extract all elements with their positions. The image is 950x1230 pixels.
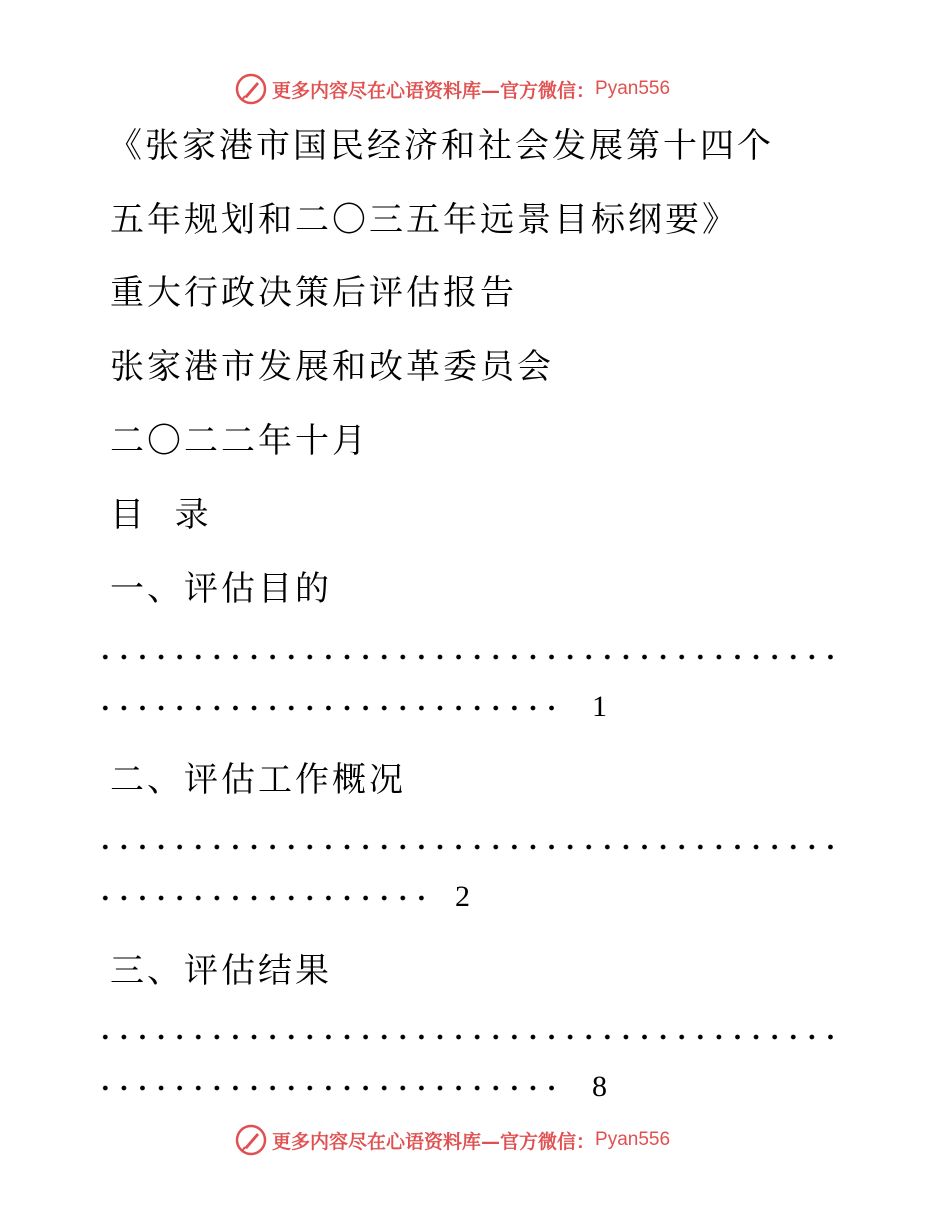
- toc-item-1-page: 1: [592, 690, 607, 723]
- watermark-top: [235, 72, 755, 106]
- watermark-text: 更多内容尽在心语资料库—官方微信：: [272, 79, 596, 102]
- toc-heading: 目 录: [110, 495, 212, 535]
- feather-pen-logo-icon: [235, 1124, 267, 1156]
- toc-item-2-label: 二、评估工作概况: [110, 760, 406, 800]
- report-title-line-3: 重大行政决策后评估报告: [110, 273, 517, 313]
- issuer: 张家港市发展和改革委员会: [110, 347, 554, 387]
- report-title-line-1: 《张家港市国民经济和社会发展第十四个: [108, 126, 774, 166]
- toc-item-3-leader-line-2: [96, 1073, 566, 1103]
- report-title-line-2: 五年规划和二〇三五年远景目标纲要》: [110, 200, 739, 240]
- watermark-text: 更多内容尽在心语资料库—官方微信：: [272, 1130, 596, 1153]
- feather-pen-logo-icon: [235, 73, 267, 105]
- toc-item-2-page: 2: [455, 880, 470, 913]
- toc-item-3-page: 8: [592, 1070, 607, 1103]
- toc-item-1-leader-line-1: [96, 642, 840, 672]
- report-date: 二〇二二年十月: [110, 421, 369, 461]
- toc-item-3-label: 三、评估结果: [110, 951, 332, 991]
- toc-item-2-leader-line-1: [96, 832, 840, 862]
- watermark-id: Pyan556: [595, 78, 671, 99]
- toc-item-3-leader-line-1: [96, 1022, 840, 1052]
- toc-item-1-label: 一、评估目的: [110, 569, 332, 609]
- watermark-bottom: [235, 1123, 755, 1157]
- toc-item-2-leader-line-2: [96, 883, 431, 913]
- toc-item-1-leader-line-2: [96, 693, 566, 723]
- watermark-id: Pyan556: [595, 1129, 671, 1150]
